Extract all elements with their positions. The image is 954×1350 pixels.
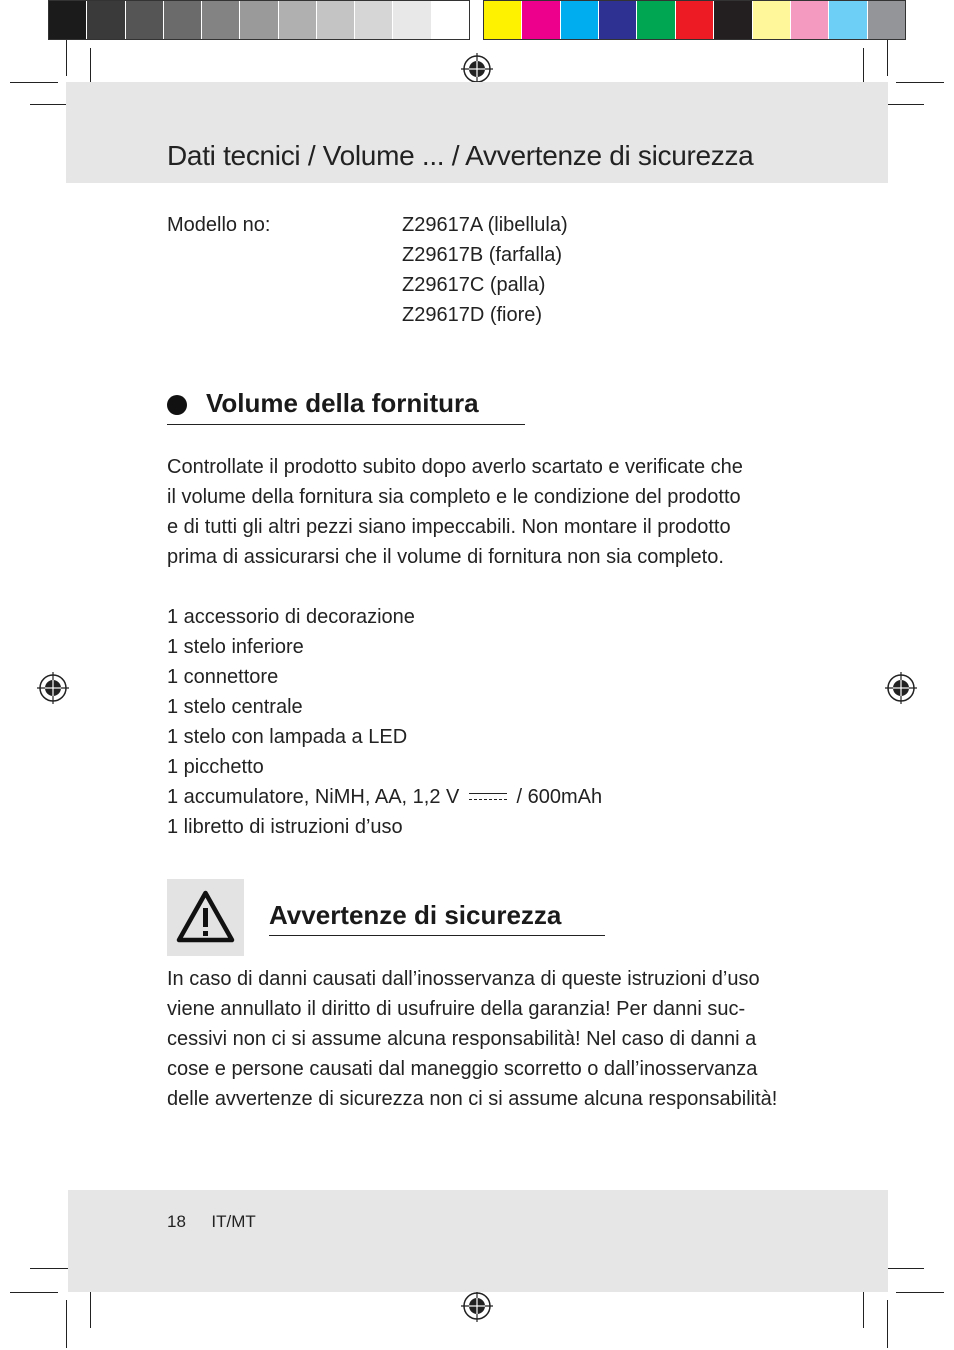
color-swatch: [393, 1, 431, 39]
color-swatch: [279, 1, 317, 39]
color-swatch: [484, 1, 522, 39]
color-swatch: [676, 1, 714, 39]
model-item: Z29617C (palla): [402, 274, 546, 296]
volume-paragraph: [167, 452, 797, 572]
color-swatch: [753, 1, 791, 39]
registration-mark-icon: [37, 672, 69, 704]
volume-heading: Volume della fornitura: [206, 388, 479, 418]
color-swatch: [87, 1, 125, 39]
list-item: 1 libretto di istruzioni d’uso: [167, 816, 403, 838]
safety-heading-wrap: [269, 898, 605, 936]
contents-list: [167, 602, 602, 842]
paragraph-line: viene annullato il diritto di usufruire della garanzia! Per danni suc-: [167, 998, 746, 1020]
color-swatch: [829, 1, 867, 39]
list-item-battery: [167, 782, 602, 812]
dc-current-icon: [469, 791, 507, 805]
model-list: [402, 210, 568, 330]
list-item: 1 picchetto: [167, 756, 264, 778]
page-number: 18: [167, 1212, 186, 1231]
list-item: 1 accessorio di decorazione: [167, 606, 415, 628]
list-item: 1 stelo inferiore: [167, 636, 304, 658]
paragraph-line: In caso di danni causati dall’inosservanza di queste istruzioni d’uso: [167, 968, 760, 990]
gray-calibration-bar: [48, 0, 470, 40]
color-swatch: [714, 1, 752, 39]
color-swatch: [240, 1, 278, 39]
paragraph-line: e di tutti gli altri pezzi siano impeccabili. Non montare il prodotto: [167, 516, 731, 538]
list-item: 1 stelo centrale: [167, 696, 303, 718]
color-swatch: [432, 1, 469, 39]
warning-box: [167, 879, 244, 956]
registration-mark-icon: [461, 1290, 493, 1322]
battery-capacity: / 600mAh: [516, 786, 603, 808]
volume-heading-wrap: [167, 386, 525, 425]
paragraph-line: il volume della fornitura sia completo e le condizione del prodotto: [167, 486, 741, 508]
color-swatch: [49, 1, 87, 39]
registration-mark-icon: [885, 672, 917, 704]
color-swatch: [561, 1, 599, 39]
color-swatch: [522, 1, 560, 39]
safety-paragraph: [167, 964, 807, 1114]
color-swatch: [164, 1, 202, 39]
model-label: Modello no:: [167, 214, 271, 236]
model-item: Z29617A (libellula): [402, 214, 568, 236]
warning-triangle-icon: [167, 879, 244, 956]
color-calibration-bar: [483, 0, 906, 40]
model-item: Z29617D (fiore): [402, 304, 543, 326]
color-swatch: [868, 1, 905, 39]
paragraph-line: Controllate il prodotto subito dopo averlo scartato e verificate che: [167, 456, 743, 478]
model-item: Z29617B (farfalla): [402, 244, 563, 266]
color-swatch: [599, 1, 637, 39]
list-item: 1 connettore: [167, 666, 279, 688]
footer-panel: [68, 1190, 888, 1292]
paragraph-line: delle avvertenze di sicurezza non ci si assume alcuna responsabilità!: [167, 1088, 778, 1110]
safety-heading: Avvertenze di sicurezza: [269, 900, 562, 930]
paragraph-line: cessivi non ci si assume alcuna responsabilità! Nel caso di danni a: [167, 1028, 757, 1050]
battery-spec: 1 accumulatore, NiMH, AA, 1,2 V: [167, 786, 460, 808]
color-swatch: [791, 1, 829, 39]
page-title: Dati tecnici / Volume ... / Avvertenze di sicurezza: [167, 140, 754, 171]
color-swatch: [202, 1, 240, 39]
registration-mark-icon: [461, 53, 493, 85]
color-swatch: [637, 1, 675, 39]
color-swatch: [126, 1, 164, 39]
list-item: 1 stelo con lampada a LED: [167, 726, 408, 748]
color-swatch: [317, 1, 355, 39]
paragraph-line: prima di assicurarsi che il volume di fornitura non sia completo.: [167, 546, 724, 568]
footer: [167, 1212, 256, 1232]
paragraph-line: cose e persone causati dal maneggio scorretto o dall’inosservanza: [167, 1058, 758, 1080]
locale-code: IT/MT: [211, 1212, 256, 1231]
color-swatch: [355, 1, 393, 39]
